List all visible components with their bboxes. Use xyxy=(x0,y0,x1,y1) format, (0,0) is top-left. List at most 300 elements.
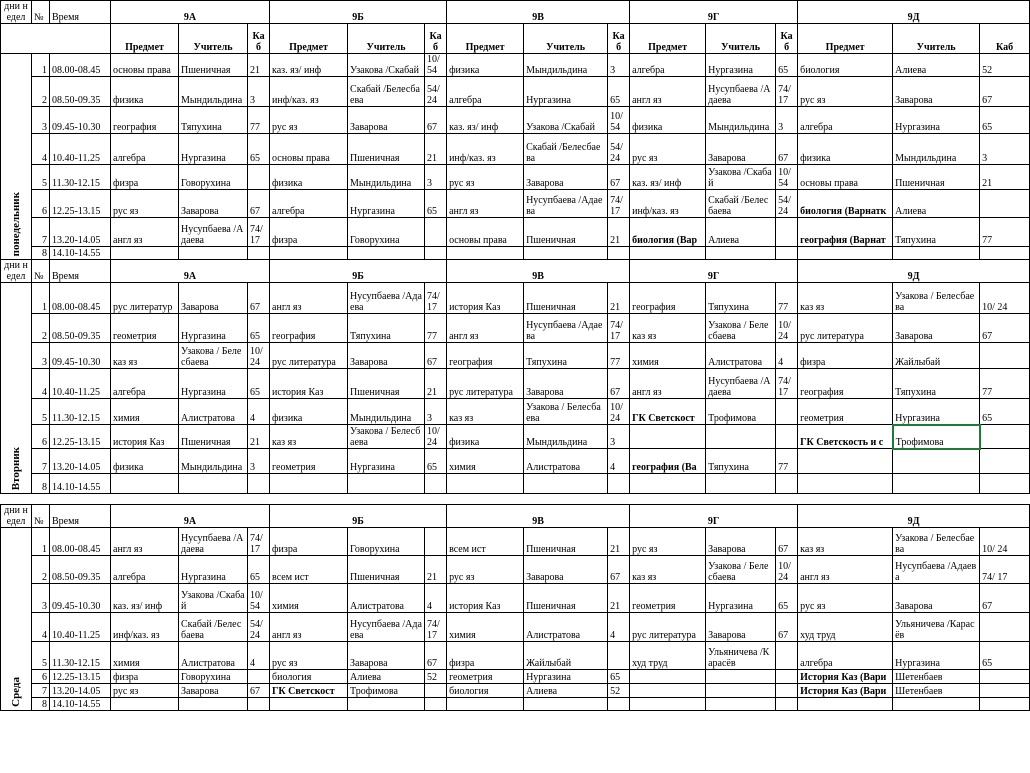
subject-cell[interactable]: ГК Светскост xyxy=(270,684,348,698)
room-cell[interactable] xyxy=(980,670,1030,684)
subject-cell[interactable] xyxy=(111,247,179,260)
room-cell[interactable]: 74/ 17 xyxy=(248,218,270,247)
subject-cell[interactable]: рус литература xyxy=(270,343,348,369)
subject-cell[interactable]: биология xyxy=(270,670,348,684)
subject-cell[interactable]: химия xyxy=(111,399,179,425)
subject-cell[interactable]: каз яз xyxy=(447,399,524,425)
teacher-cell[interactable]: Нусупбаева /Адаева xyxy=(893,556,980,584)
teacher-cell[interactable]: Жайлыбай xyxy=(893,343,980,369)
subject-cell[interactable]: история Каз xyxy=(447,283,524,314)
teacher-cell[interactable] xyxy=(524,474,608,494)
subject-cell[interactable]: каз. яз/ инф xyxy=(447,107,524,134)
teacher-cell[interactable]: Мындильдина xyxy=(348,399,425,425)
subject-cell[interactable]: рус яз xyxy=(798,584,893,613)
room-cell[interactable]: 74/ 17 xyxy=(425,613,447,642)
subject-cell[interactable]: ГК Светскост xyxy=(630,399,706,425)
room-cell[interactable]: 77 xyxy=(980,369,1030,399)
teacher-cell[interactable]: Пшеничная xyxy=(348,369,425,399)
subject-cell[interactable]: биология xyxy=(798,54,893,77)
subject-cell[interactable] xyxy=(270,698,348,711)
room-cell[interactable] xyxy=(425,474,447,494)
subject-cell[interactable]: каз. яз/ инф xyxy=(111,584,179,613)
subject-cell[interactable]: англ яз xyxy=(630,77,706,107)
teacher-cell[interactable]: Ульяничева /Карасёв xyxy=(706,642,776,670)
room-cell[interactable]: 65 xyxy=(776,584,798,613)
room-cell[interactable] xyxy=(980,613,1030,642)
room-cell[interactable]: 67 xyxy=(608,165,630,190)
teacher-cell[interactable]: Заварова xyxy=(893,314,980,343)
room-cell[interactable]: 67 xyxy=(248,283,270,314)
subject-cell[interactable]: физика xyxy=(447,54,524,77)
room-cell[interactable]: 67 xyxy=(776,134,798,165)
room-cell[interactable] xyxy=(248,698,270,711)
room-cell[interactable]: 65 xyxy=(248,369,270,399)
teacher-cell[interactable]: Скабай /Белесбаева xyxy=(706,190,776,218)
teacher-cell[interactable]: Трофимова xyxy=(348,684,425,698)
room-cell[interactable]: 74/ 17 xyxy=(776,369,798,399)
room-cell[interactable]: 3 xyxy=(608,54,630,77)
room-cell[interactable]: 67 xyxy=(776,613,798,642)
room-cell[interactable] xyxy=(980,247,1030,260)
teacher-cell[interactable]: Скабай /Белесбаева xyxy=(179,613,248,642)
subject-cell[interactable]: ГК Светскость и с xyxy=(798,425,893,449)
room-cell[interactable]: 4 xyxy=(248,399,270,425)
teacher-cell[interactable] xyxy=(706,425,776,449)
room-cell[interactable]: 3 xyxy=(980,134,1030,165)
subject-cell[interactable] xyxy=(630,474,706,494)
room-cell[interactable]: 52 xyxy=(425,670,447,684)
teacher-cell[interactable] xyxy=(348,698,425,711)
room-cell[interactable]: 65 xyxy=(425,449,447,474)
room-cell[interactable]: 21 xyxy=(608,528,630,556)
subject-cell[interactable]: биология xyxy=(447,684,524,698)
room-cell[interactable]: 67 xyxy=(248,190,270,218)
subject-cell[interactable]: физика xyxy=(447,425,524,449)
teacher-cell[interactable]: Нургазина xyxy=(893,399,980,425)
subject-cell[interactable]: геометрия xyxy=(270,449,348,474)
subject-cell[interactable]: инф/каз. яз xyxy=(447,134,524,165)
room-cell[interactable]: 10/ 24 xyxy=(425,425,447,449)
teacher-cell[interactable]: Узакова /Скабай xyxy=(348,54,425,77)
subject-cell[interactable]: рус яз xyxy=(630,528,706,556)
room-cell[interactable] xyxy=(776,218,798,247)
teacher-cell[interactable]: Заварова xyxy=(524,165,608,190)
teacher-cell[interactable]: Говорухина xyxy=(179,165,248,190)
subject-cell[interactable]: каз яз xyxy=(798,528,893,556)
room-cell[interactable] xyxy=(248,165,270,190)
teacher-cell[interactable]: Заварова xyxy=(706,613,776,642)
subject-cell[interactable]: рус литература xyxy=(447,369,524,399)
teacher-cell[interactable]: Нургазина xyxy=(706,54,776,77)
teacher-cell[interactable]: Узакова / Белесбаева xyxy=(893,283,980,314)
teacher-cell[interactable]: Тяпухина xyxy=(524,343,608,369)
subject-cell[interactable]: геометрия xyxy=(798,399,893,425)
room-cell[interactable]: 21 xyxy=(248,425,270,449)
subject-cell[interactable]: англ яз xyxy=(111,528,179,556)
teacher-cell[interactable]: Узакова / Белесбаева xyxy=(524,399,608,425)
teacher-cell[interactable] xyxy=(706,670,776,684)
teacher-cell[interactable]: Пшеничная xyxy=(524,528,608,556)
subject-cell[interactable]: англ яз xyxy=(630,369,706,399)
teacher-cell[interactable]: Нургазина xyxy=(893,107,980,134)
room-cell[interactable]: 77 xyxy=(608,343,630,369)
teacher-cell[interactable]: Нусупбаева /Адаева xyxy=(706,77,776,107)
subject-cell[interactable] xyxy=(630,670,706,684)
subject-cell[interactable] xyxy=(630,684,706,698)
teacher-cell[interactable]: Ульяничева /Карасёв xyxy=(893,613,980,642)
room-cell[interactable] xyxy=(608,474,630,494)
room-cell[interactable]: 52 xyxy=(980,54,1030,77)
teacher-cell[interactable]: Алиева xyxy=(706,218,776,247)
room-cell[interactable]: 65 xyxy=(608,670,630,684)
teacher-cell[interactable]: Заварова xyxy=(706,134,776,165)
teacher-cell[interactable]: Говорухина xyxy=(348,218,425,247)
subject-cell[interactable]: каз яз xyxy=(270,425,348,449)
subject-cell[interactable]: рус яз xyxy=(630,134,706,165)
room-cell[interactable]: 10/ 54 xyxy=(776,165,798,190)
room-cell[interactable] xyxy=(425,698,447,711)
room-cell[interactable]: 67 xyxy=(980,584,1030,613)
subject-cell[interactable]: всем ист xyxy=(447,528,524,556)
room-cell[interactable]: 10/ 24 xyxy=(980,283,1030,314)
teacher-cell[interactable]: Алистратова xyxy=(524,613,608,642)
room-cell[interactable] xyxy=(425,684,447,698)
subject-cell[interactable]: англ яз xyxy=(447,190,524,218)
room-cell[interactable]: 21 xyxy=(608,584,630,613)
subject-cell[interactable]: худ труд xyxy=(630,642,706,670)
room-cell[interactable]: 4 xyxy=(608,613,630,642)
teacher-cell[interactable] xyxy=(706,684,776,698)
subject-cell[interactable]: основы права xyxy=(270,134,348,165)
room-cell[interactable] xyxy=(980,698,1030,711)
teacher-cell[interactable]: Заварова xyxy=(179,283,248,314)
teacher-cell[interactable] xyxy=(348,474,425,494)
room-cell[interactable]: 67 xyxy=(425,642,447,670)
subject-cell[interactable]: рус яз xyxy=(270,642,348,670)
subject-cell[interactable]: химия xyxy=(270,584,348,613)
subject-cell[interactable]: каз яз xyxy=(111,343,179,369)
teacher-cell[interactable]: Пшеничная xyxy=(348,134,425,165)
teacher-cell[interactable] xyxy=(893,449,980,474)
subject-cell[interactable]: основы права xyxy=(798,165,893,190)
subject-cell[interactable]: физика xyxy=(270,165,348,190)
subject-cell[interactable]: история Каз xyxy=(447,584,524,613)
room-cell[interactable]: 65 xyxy=(425,190,447,218)
teacher-cell[interactable]: Алистратова xyxy=(179,642,248,670)
subject-cell[interactable]: рус яз xyxy=(447,165,524,190)
subject-cell[interactable]: алгебра xyxy=(798,642,893,670)
teacher-cell[interactable]: Нургазина xyxy=(179,314,248,343)
room-cell[interactable]: 3 xyxy=(608,425,630,449)
room-cell[interactable] xyxy=(248,670,270,684)
teacher-cell[interactable]: Узакова / Белесбаева xyxy=(348,425,425,449)
subject-cell[interactable]: основы права xyxy=(447,218,524,247)
subject-cell[interactable] xyxy=(270,474,348,494)
teacher-cell[interactable]: Алистратова xyxy=(179,399,248,425)
teacher-cell[interactable]: Заварова xyxy=(893,584,980,613)
room-cell[interactable]: 21 xyxy=(980,165,1030,190)
subject-cell[interactable]: рус яз xyxy=(111,684,179,698)
subject-cell[interactable]: каз яз xyxy=(630,314,706,343)
subject-cell[interactable] xyxy=(798,449,893,474)
teacher-cell[interactable]: Тяпухина xyxy=(179,107,248,134)
room-cell[interactable]: 3 xyxy=(248,449,270,474)
subject-cell[interactable]: физра xyxy=(447,642,524,670)
teacher-cell[interactable]: Пшеничная xyxy=(524,283,608,314)
teacher-cell[interactable]: Алистратова xyxy=(348,584,425,613)
teacher-cell[interactable]: Мындильдина xyxy=(348,165,425,190)
teacher-cell[interactable]: Нургазина xyxy=(348,190,425,218)
room-cell[interactable] xyxy=(425,528,447,556)
subject-cell[interactable]: физика xyxy=(111,77,179,107)
room-cell[interactable] xyxy=(980,190,1030,218)
room-cell[interactable]: 67 xyxy=(776,528,798,556)
teacher-cell[interactable]: Скабай /Белесбаева xyxy=(348,77,425,107)
teacher-cell[interactable] xyxy=(524,698,608,711)
room-cell[interactable]: 67 xyxy=(425,107,447,134)
teacher-cell[interactable]: Мындильдина xyxy=(179,449,248,474)
teacher-cell[interactable]: Трофимова xyxy=(706,399,776,425)
teacher-cell[interactable]: Узакова / Белесбаева xyxy=(706,314,776,343)
subject-cell[interactable]: история Каз xyxy=(111,425,179,449)
subject-cell[interactable] xyxy=(798,698,893,711)
room-cell[interactable] xyxy=(248,474,270,494)
teacher-cell[interactable]: Нусупбаева /Адаева xyxy=(348,283,425,314)
room-cell[interactable] xyxy=(980,449,1030,474)
teacher-cell[interactable]: Заварова xyxy=(179,190,248,218)
subject-cell[interactable]: география xyxy=(447,343,524,369)
subject-cell[interactable]: алгебра xyxy=(270,190,348,218)
teacher-cell[interactable]: Пшеничная xyxy=(524,218,608,247)
subject-cell[interactable]: физра xyxy=(270,218,348,247)
teacher-cell[interactable]: Мындильдина xyxy=(524,425,608,449)
teacher-cell[interactable] xyxy=(893,474,980,494)
teacher-cell[interactable]: Нургазина xyxy=(706,584,776,613)
room-cell[interactable]: 65 xyxy=(248,134,270,165)
room-cell[interactable]: 65 xyxy=(980,399,1030,425)
subject-cell[interactable]: география (Варнат xyxy=(798,218,893,247)
subject-cell[interactable]: геометрия xyxy=(630,584,706,613)
room-cell[interactable]: 3 xyxy=(425,399,447,425)
room-cell[interactable] xyxy=(248,247,270,260)
teacher-cell[interactable]: Заварова xyxy=(179,684,248,698)
subject-cell[interactable]: география (Ва xyxy=(630,449,706,474)
teacher-cell[interactable]: Заварова xyxy=(893,77,980,107)
room-cell[interactable]: 77 xyxy=(776,449,798,474)
teacher-cell[interactable]: Узакова /Скабай xyxy=(706,165,776,190)
subject-cell[interactable]: физика xyxy=(111,449,179,474)
subject-cell[interactable]: география xyxy=(270,314,348,343)
room-cell[interactable]: 77 xyxy=(776,283,798,314)
subject-cell[interactable]: алгебра xyxy=(630,54,706,77)
room-cell[interactable]: 3 xyxy=(248,77,270,107)
subject-cell[interactable]: химия xyxy=(447,449,524,474)
subject-cell[interactable]: география xyxy=(798,369,893,399)
teacher-cell[interactable]: Говорухина xyxy=(179,670,248,684)
teacher-cell[interactable] xyxy=(706,698,776,711)
room-cell[interactable]: 74/ 17 xyxy=(425,283,447,314)
teacher-cell[interactable]: Нургазина xyxy=(893,642,980,670)
room-cell[interactable]: 65 xyxy=(776,54,798,77)
subject-cell[interactable]: каз. яз/ инф xyxy=(630,165,706,190)
room-cell[interactable] xyxy=(776,698,798,711)
subject-cell[interactable] xyxy=(270,247,348,260)
room-cell[interactable] xyxy=(776,642,798,670)
room-cell[interactable]: 67 xyxy=(248,684,270,698)
subject-cell[interactable] xyxy=(111,698,179,711)
room-cell[interactable]: 21 xyxy=(425,556,447,584)
teacher-cell[interactable]: Заварова xyxy=(524,556,608,584)
room-cell[interactable] xyxy=(608,698,630,711)
subject-cell[interactable]: рус литература xyxy=(798,314,893,343)
subject-cell[interactable]: рус яз xyxy=(447,556,524,584)
room-cell[interactable]: 54/ 24 xyxy=(425,77,447,107)
teacher-cell[interactable]: Пшеничная xyxy=(893,165,980,190)
subject-cell[interactable]: география xyxy=(630,283,706,314)
room-cell[interactable]: 10/ 24 xyxy=(776,556,798,584)
room-cell[interactable]: 65 xyxy=(608,77,630,107)
room-cell[interactable]: 21 xyxy=(425,134,447,165)
subject-cell[interactable]: физра xyxy=(111,670,179,684)
subject-cell[interactable]: англ яз xyxy=(270,283,348,314)
room-cell[interactable]: 21 xyxy=(425,369,447,399)
subject-cell[interactable]: история Каз xyxy=(270,369,348,399)
teacher-cell[interactable]: Нургазина xyxy=(179,556,248,584)
room-cell[interactable]: 4 xyxy=(425,584,447,613)
teacher-cell[interactable]: Нургазина xyxy=(524,77,608,107)
teacher-cell[interactable] xyxy=(348,247,425,260)
room-cell[interactable]: 74/ 17 xyxy=(248,528,270,556)
room-cell[interactable] xyxy=(980,343,1030,369)
subject-cell[interactable]: физра xyxy=(798,343,893,369)
teacher-cell[interactable]: Заварова xyxy=(524,369,608,399)
teacher-cell[interactable]: Узакова /Скабай xyxy=(524,107,608,134)
subject-cell[interactable]: алгебра xyxy=(111,369,179,399)
room-cell[interactable]: 10/ 24 xyxy=(248,343,270,369)
room-cell[interactable]: 21 xyxy=(608,283,630,314)
room-cell[interactable]: 74/ 17 xyxy=(776,77,798,107)
subject-cell[interactable]: геометрия xyxy=(447,670,524,684)
room-cell[interactable]: 52 xyxy=(608,684,630,698)
subject-cell[interactable]: алгебра xyxy=(798,107,893,134)
teacher-cell[interactable]: Нургазина xyxy=(348,449,425,474)
teacher-cell[interactable]: Жайлыбай xyxy=(524,642,608,670)
subject-cell[interactable] xyxy=(630,247,706,260)
subject-cell[interactable]: физика xyxy=(270,399,348,425)
teacher-cell[interactable]: Заварова xyxy=(348,107,425,134)
teacher-cell[interactable] xyxy=(179,247,248,260)
teacher-cell[interactable]: Скабай /Белесбаева xyxy=(524,134,608,165)
subject-cell[interactable]: англ яз xyxy=(798,556,893,584)
subject-cell[interactable]: биология (Вар xyxy=(630,218,706,247)
teacher-cell[interactable]: Алистратова xyxy=(706,343,776,369)
teacher-cell[interactable] xyxy=(524,247,608,260)
teacher-cell[interactable]: Мындильдина xyxy=(893,134,980,165)
subject-cell[interactable]: каз яз xyxy=(798,283,893,314)
room-cell[interactable] xyxy=(608,642,630,670)
room-cell[interactable]: 67 xyxy=(608,369,630,399)
room-cell[interactable]: 10/ 54 xyxy=(248,584,270,613)
room-cell[interactable]: 65 xyxy=(980,642,1030,670)
subject-cell[interactable]: физра xyxy=(111,165,179,190)
subject-cell[interactable]: физра xyxy=(270,528,348,556)
teacher-cell[interactable]: Говорухина xyxy=(348,528,425,556)
room-cell[interactable] xyxy=(776,399,798,425)
teacher-cell[interactable]: Мындильдина xyxy=(706,107,776,134)
teacher-cell[interactable]: Узакова / Белесбаева xyxy=(893,528,980,556)
room-cell[interactable]: 74/ 17 xyxy=(608,190,630,218)
subject-cell[interactable]: основы права xyxy=(111,54,179,77)
room-cell[interactable]: 3 xyxy=(776,107,798,134)
room-cell[interactable]: 54/ 24 xyxy=(608,134,630,165)
room-cell[interactable]: 77 xyxy=(248,107,270,134)
subject-cell[interactable]: англ яз xyxy=(447,314,524,343)
room-cell[interactable] xyxy=(425,218,447,247)
subject-cell[interactable]: биология (Варнатк xyxy=(798,190,893,218)
subject-cell[interactable]: худ труд xyxy=(798,613,893,642)
teacher-cell[interactable]: Мындильдина xyxy=(179,77,248,107)
teacher-cell[interactable]: Тяпухина xyxy=(706,449,776,474)
teacher-cell[interactable] xyxy=(179,474,248,494)
room-cell[interactable]: 77 xyxy=(425,314,447,343)
subject-cell[interactable]: рус литература xyxy=(630,613,706,642)
room-cell[interactable] xyxy=(776,247,798,260)
teacher-cell[interactable]: Нусупбаева /Адаева xyxy=(524,314,608,343)
room-cell[interactable] xyxy=(980,425,1030,449)
teacher-cell[interactable]: Тяпухина xyxy=(893,218,980,247)
teacher-cell[interactable] xyxy=(706,247,776,260)
subject-cell[interactable]: география xyxy=(111,107,179,134)
subject-cell[interactable]: англ яз xyxy=(270,613,348,642)
subject-cell[interactable] xyxy=(798,474,893,494)
room-cell[interactable] xyxy=(776,474,798,494)
teacher-cell[interactable]: Нусупбаева /Адаева xyxy=(348,613,425,642)
subject-cell[interactable]: химия xyxy=(447,613,524,642)
teacher-cell[interactable]: Тяпухина xyxy=(706,283,776,314)
teacher-cell[interactable]: Заварова xyxy=(348,642,425,670)
room-cell[interactable]: 10/ 24 xyxy=(608,399,630,425)
subject-cell[interactable]: рус яз xyxy=(270,107,348,134)
teacher-cell[interactable]: Нургазина xyxy=(524,670,608,684)
teacher-cell[interactable]: Нусупбаева /Адаева xyxy=(179,218,248,247)
teacher-cell[interactable]: Алиева xyxy=(524,684,608,698)
room-cell[interactable]: 10/ 24 xyxy=(776,314,798,343)
room-cell[interactable]: 10/ 54 xyxy=(608,107,630,134)
teacher-cell[interactable] xyxy=(706,474,776,494)
subject-cell[interactable] xyxy=(111,474,179,494)
teacher-cell[interactable]: Нургазина xyxy=(179,369,248,399)
room-cell[interactable]: 21 xyxy=(248,54,270,77)
teacher-cell[interactable]: Узакова /Скабай xyxy=(179,584,248,613)
subject-cell[interactable]: рус яз xyxy=(798,77,893,107)
room-cell[interactable]: 67 xyxy=(608,556,630,584)
subject-cell[interactable]: алгебра xyxy=(111,556,179,584)
subject-cell[interactable]: рус литератур xyxy=(111,283,179,314)
teacher-cell[interactable]: Нусупбаева /Адаева xyxy=(179,528,248,556)
teacher-cell[interactable]: Узакова / Белесбаева xyxy=(179,343,248,369)
teacher-cell[interactable]: Нусупбаева /Адаева xyxy=(706,369,776,399)
teacher-cell[interactable]: Заварова xyxy=(706,528,776,556)
teacher-cell[interactable] xyxy=(893,698,980,711)
teacher-cell[interactable]: Тяпухина xyxy=(348,314,425,343)
subject-cell[interactable] xyxy=(447,247,524,260)
room-cell[interactable] xyxy=(776,684,798,698)
teacher-cell[interactable]: Шетенбаев xyxy=(893,684,980,698)
teacher-cell[interactable]: Мындильдина xyxy=(524,54,608,77)
room-cell[interactable]: 10/ 24 xyxy=(980,528,1030,556)
subject-cell[interactable] xyxy=(630,425,706,449)
room-cell[interactable]: 65 xyxy=(248,556,270,584)
